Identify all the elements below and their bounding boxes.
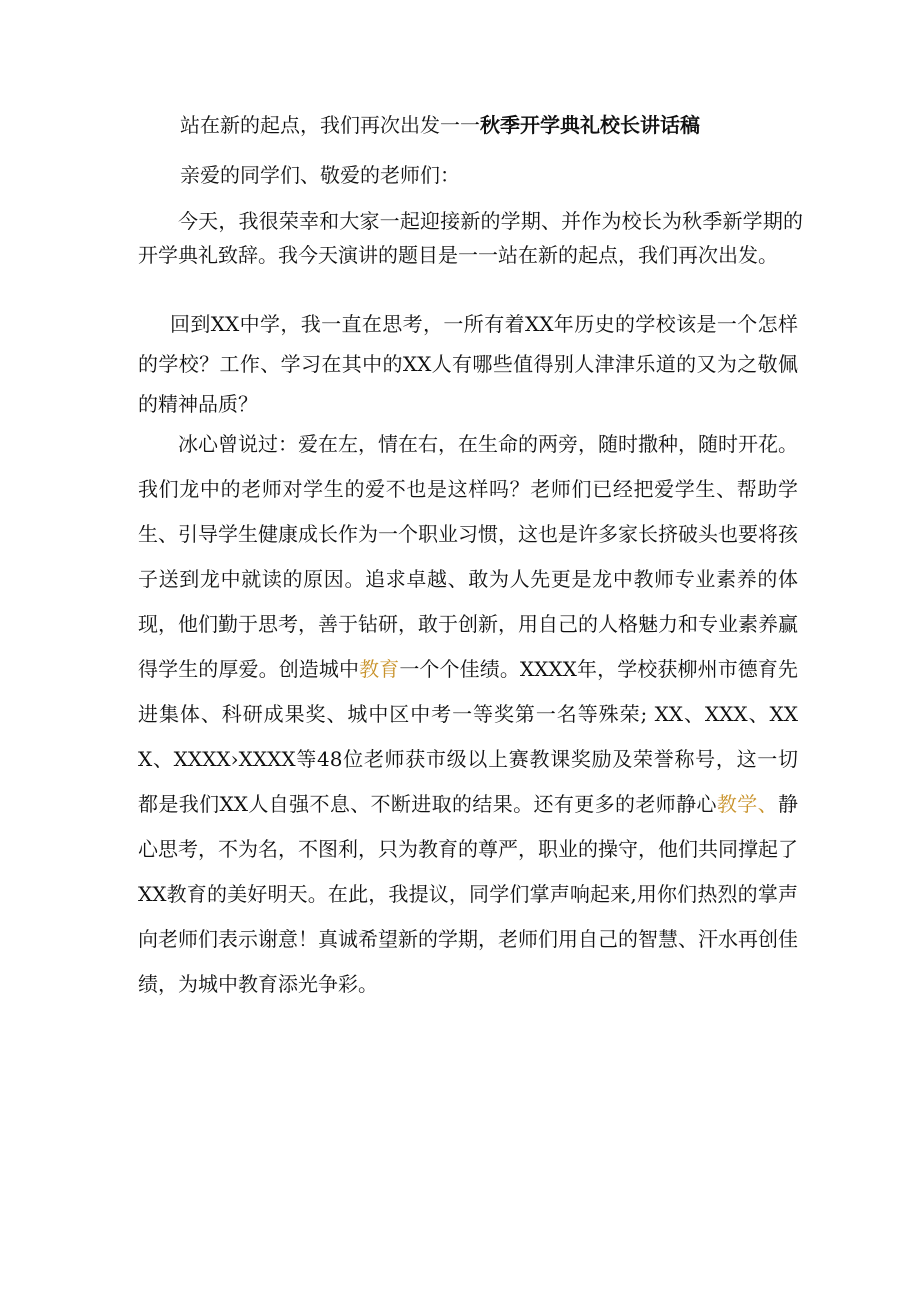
paragraph-teachers-part-3: 静心思考，不为名，不图利，只为教育的尊严，职业的操守，他们共同撑起了XX教育的美好明天。在此，我提议，同学们掌声响起来,用你们热烈的掌声向老师们表示谢意！真诚希望新的学期，老师们用自己的智慧、汗水再创佳绩，为城中教育添光争彩。: [138, 792, 799, 996]
teaching-link[interactable]: 教学、: [716, 792, 779, 816]
title-bold: 秋季开学典礼校长讲话稿: [480, 113, 700, 137]
speech-title: [180, 110, 700, 140]
paragraph-question: 回到XX中学，我一直在思考，一所有着XX年历史的学校该是一个怎样的学校？工作、学习在其中的XX人有哪些值得别人津津乐道的又为之敬佩的精神品质？: [138, 312, 798, 416]
paragraph-teachers-part-1: 冰心曾说过：爱在左，情在右，在生命的两旁，随时撒种，随时开花。我们龙中的老师对学生的爱不也是这样吗？老师们已经把爱学生、帮助学生、引导学生健康成长作为一个职业习惯，这也是许多家长挤破头也要将孩子送到龙中就读的原因。追求卓越、敢为人先更是龙中教师专业素养的体现，他们勤于思考，善于钻研，敢于创新，用自己的人格魅力和专业素养赢得学生的厚爱。创造城中: [138, 432, 798, 681]
title-plain: 站在新的起点，我们再次出发一一: [180, 113, 480, 137]
greeting-line: 亲爱的同学们、敬爱的老师们：: [180, 163, 460, 187]
paragraph-intro: 今天，我很荣幸和大家一起迎接新的学期、并作为校长为秋季新学期的开学典礼致辞。我今天演讲的题目是一一站在新的起点，我们再次出发。: [138, 209, 803, 267]
paragraph-teachers: [138, 422, 798, 1007]
paragraph-teachers-part-2: 一个个佳绩。XXXX年，学校获柳州市德育先进集体、科研成果奖、城中区中考一等奖第一名等殊荣; XX、XXX、XXX、XXXX›XXXX等48位老师获市级以上赛教课奖励及荣誉称号，这一切都是我们XX人自强不息、不断进取的结果。还有更多的老师静心: [138, 657, 799, 816]
education-link[interactable]: 教育: [359, 657, 400, 681]
